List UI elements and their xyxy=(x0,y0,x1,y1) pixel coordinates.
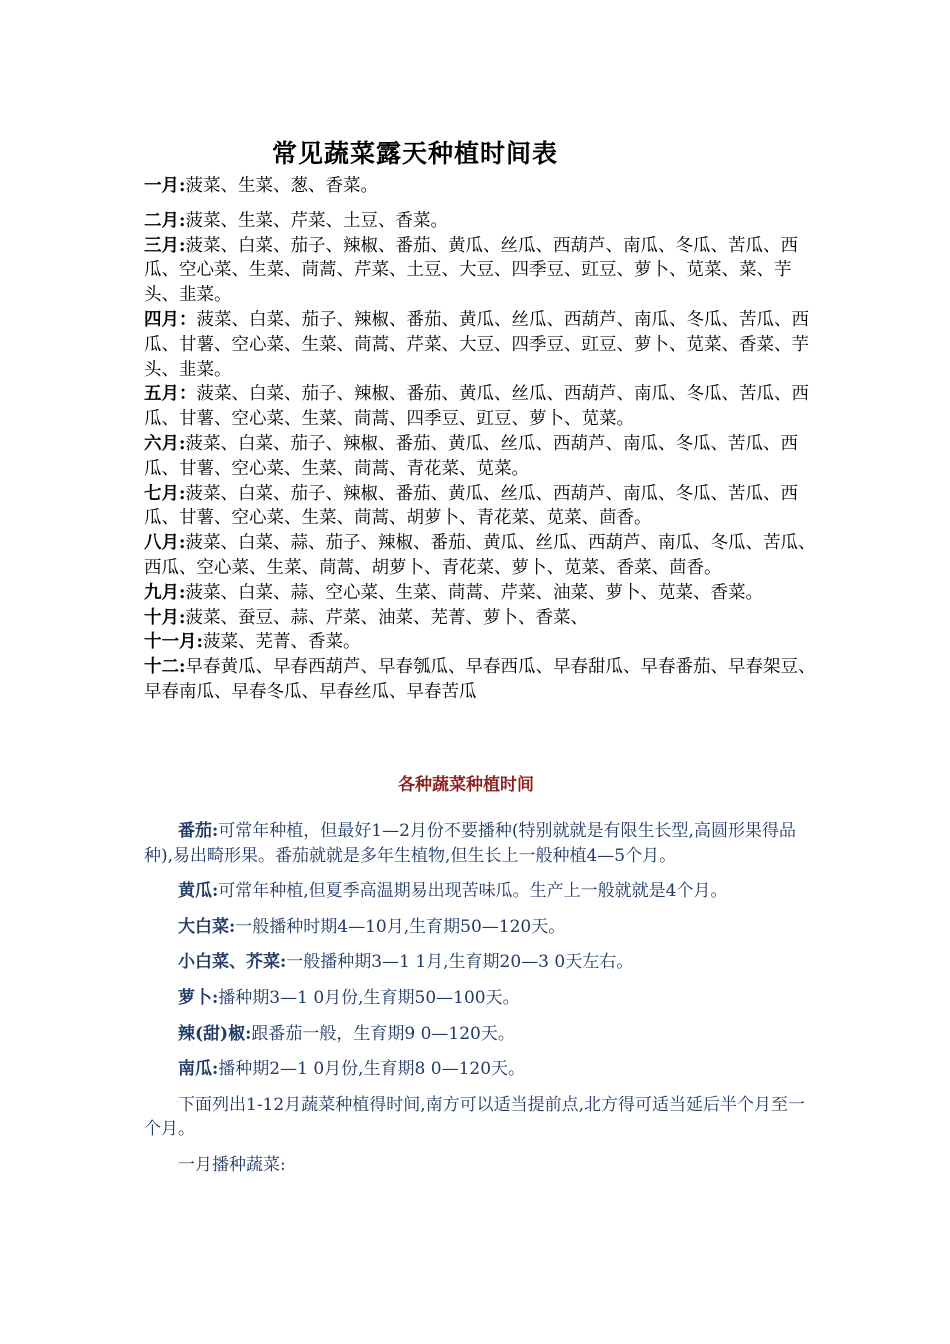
month-label: 十一月: xyxy=(144,632,203,653)
veg-entry-pepper xyxy=(144,1022,814,1047)
month-row-nov xyxy=(144,630,824,655)
veg-text: 一般播种期3—1 1月,生育期20—3 0天左右。 xyxy=(286,952,634,973)
month-row-feb xyxy=(144,209,824,234)
month-row-oct xyxy=(144,606,824,631)
monthly-planting-list xyxy=(144,174,824,705)
month-label: 一月: xyxy=(144,176,186,196)
veg-name: 黄瓜: xyxy=(178,881,219,902)
section-subtitle: 各种蔬菜种植时间 xyxy=(398,775,534,795)
month-items: 早春黄瓜、早春西葫芦、早春瓠瓜、早春西瓜、早春甜瓜、早春番茄、早春架豆、早春南瓜、早春冬瓜、早春丝瓜、早春苦瓜 xyxy=(144,657,816,702)
month-items: 菠菜、蚕豆、蒜、芹菜、油菜、芜菁、萝卜、香菜、 xyxy=(185,607,588,628)
month-row-jan xyxy=(144,174,824,199)
month-label: 三月: xyxy=(144,235,186,256)
month-items: 菠菜、白菜、蒜、茄子、辣椒、番茄、黄瓜、丝瓜、西葫芦、南瓜、冬瓜、苦瓜、西瓜、空心菜、生菜、茼蒿、胡萝卜、青花菜、萝卜、苋菜、香菜、茴香。 xyxy=(144,533,816,578)
veg-name: 萝卜: xyxy=(178,987,219,1008)
month-items: 菠菜、生菜、芹菜、土豆、香菜。 xyxy=(185,210,448,231)
month-row-sep xyxy=(144,581,824,606)
month-label: 十月: xyxy=(144,607,186,628)
veg-name: 南瓜: xyxy=(178,1059,219,1080)
veg-text: 一般播种时期4—10月,生育期50—120天。 xyxy=(235,916,566,937)
page-title: 常见蔬菜露天种植时间表 xyxy=(272,139,559,168)
month-items: 菠菜、白菜、茄子、辣椒、番茄、黄瓜、丝瓜、西葫芦、南瓜、冬瓜、苦瓜、西瓜、甘薯、空心菜、生菜、茼蒿、青花菜、苋菜。 xyxy=(144,433,798,479)
veg-text: 可常年种植，但最好1—2月份不要播种(特别就就是有限生长型,高圆形果得品种),易出畸形果。番茄就就是多年生植物,但生长上一般种植4—5个月。 xyxy=(144,821,796,866)
month-items: 菠菜、白菜、茄子、辣椒、番茄、黄瓜、丝瓜、西葫芦、南瓜、冬瓜、苦瓜、西瓜、甘薯、空心菜、生菜、茼蒿、胡萝卜、青花菜、苋菜、茴香。 xyxy=(144,483,798,529)
month-items: 菠菜、生菜、葱、香菜。 xyxy=(185,176,378,196)
month-row-may xyxy=(144,382,824,432)
month-row-dec xyxy=(144,655,824,705)
veg-name: 大白菜: xyxy=(178,916,236,937)
note-paragraph: 下面列出1-12月蔬菜种植得时间,南方可以适当提前点,北方得可适当延后半个月至一个月。 xyxy=(144,1094,805,1140)
month-label: 二月: xyxy=(144,210,186,231)
month-label: 十二: xyxy=(144,657,186,678)
vegetable-details xyxy=(144,819,814,1189)
month-items: 菠菜、芜菁、香菜。 xyxy=(202,632,361,653)
veg-name: 辣(甜)椒: xyxy=(178,1023,252,1044)
month-label: 九月: xyxy=(144,582,186,603)
month-label: 四月： xyxy=(144,309,197,330)
month-items: 菠菜、白菜、茄子、辣椒、番茄、黄瓜、丝瓜、西葫芦、南瓜、冬瓜、苦瓜、西瓜、空心菜、生菜、茼蒿、芹菜、土豆、大豆、四季豆、豇豆、萝卜、苋菜、菜、芋头、韭菜。 xyxy=(144,235,798,306)
month-label: 八月: xyxy=(144,533,186,554)
veg-text: 播种期3—1 0月份,生育期50—100天。 xyxy=(218,987,520,1008)
veg-entry-cucumber xyxy=(144,879,814,904)
month-row-mar xyxy=(144,234,824,308)
veg-name: 番茄: xyxy=(178,821,219,841)
month-label: 五月： xyxy=(144,384,197,405)
veg-entry-pumpkin xyxy=(144,1057,814,1082)
month-row-aug xyxy=(144,531,824,581)
veg-name: 小白菜、芥菜: xyxy=(178,952,287,973)
month-row-jul xyxy=(144,482,824,532)
month-row-jun xyxy=(144,432,824,482)
veg-entry-radish xyxy=(144,986,814,1011)
month-items: 菠菜、白菜、蒜、空心菜、生菜、茼蒿、芹菜、油菜、萝卜、苋菜、香菜。 xyxy=(185,582,763,603)
veg-text: 跟番茄一般，生育期9 0—120天。 xyxy=(251,1023,515,1044)
month-label: 六月: xyxy=(144,433,186,454)
veg-entry-chinese-cabbage xyxy=(144,915,814,940)
month-label: 七月: xyxy=(144,483,186,504)
veg-entry-tomato xyxy=(144,819,814,868)
veg-text: 播种期2—1 0月份,生育期8 0—120天。 xyxy=(218,1059,526,1080)
january-heading: 一月播种蔬菜: xyxy=(178,1154,286,1175)
month-items: 菠菜、白菜、茄子、辣椒、番茄、黄瓜、丝瓜、西葫芦、南瓜、冬瓜、苦瓜、西瓜、甘薯、空心菜、生菜、茼蒿、芹菜、大豆、四季豆、豇豆、萝卜、苋菜、香菜、芋头、韭菜。 xyxy=(144,309,809,380)
month-row-apr xyxy=(144,308,824,382)
month-items: 菠菜、白菜、茄子、辣椒、番茄、黄瓜、丝瓜、西葫芦、南瓜、冬瓜、苦瓜、西瓜、甘薯、空心菜、生菜、茼蒿、四季豆、豇豆、萝卜、苋菜。 xyxy=(144,384,809,430)
veg-text: 可常年种植,但夏季高温期易出现苦味瓜。生产上一般就就是4个月。 xyxy=(218,881,728,902)
veg-entry-bok-choy xyxy=(144,950,814,975)
